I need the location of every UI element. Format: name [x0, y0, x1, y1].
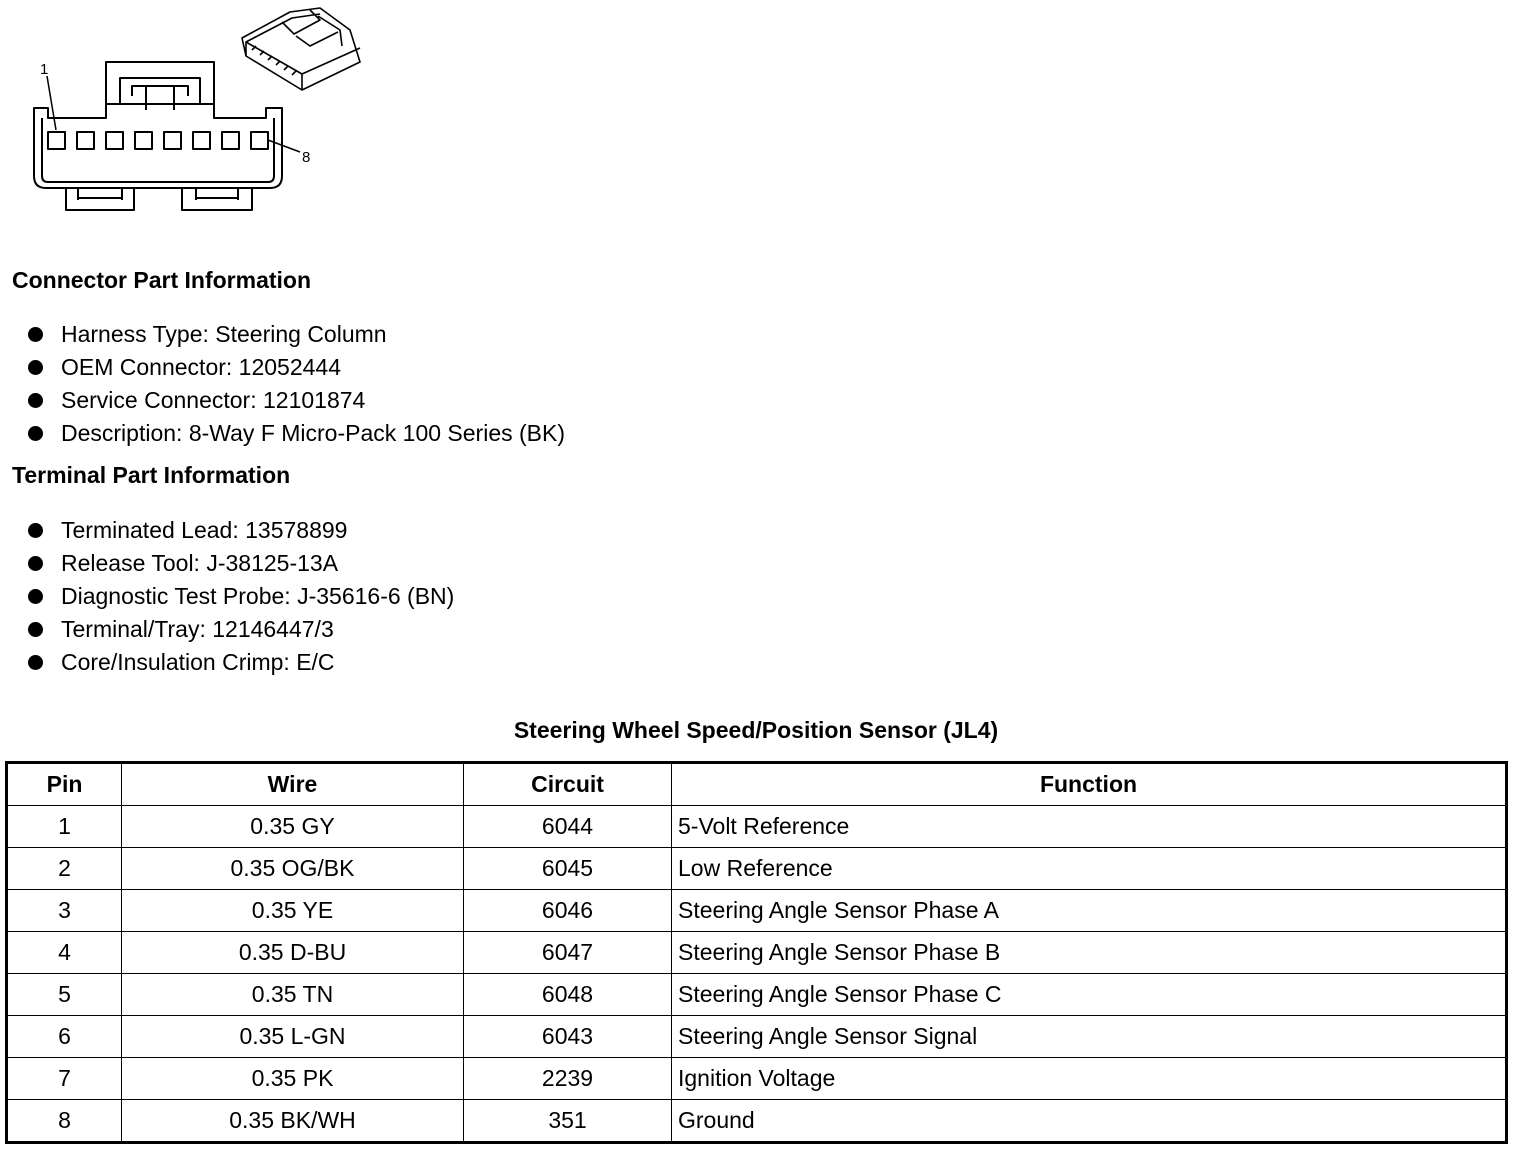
bullet-icon [28, 426, 43, 441]
table-row [7, 1016, 1507, 1058]
table-row [7, 1058, 1507, 1100]
cell-function: 5-Volt Reference [672, 806, 1507, 848]
cavity-5 [164, 132, 181, 149]
cell-wire: 0.35 L-GN [122, 1016, 464, 1058]
cell-wire: 0.35 GY [122, 806, 464, 848]
cell-pin: 5 [7, 974, 122, 1016]
list-item: Terminal/Tray: 12146447/3 [28, 613, 454, 646]
list-item: Release Tool: J-38125-13A [28, 547, 454, 580]
connector-latch [106, 62, 214, 110]
cavity-7 [222, 132, 239, 149]
table-header-row [7, 763, 1507, 806]
bullet-icon [28, 556, 43, 571]
pinout-table [5, 761, 1508, 1144]
cavity-3 [106, 132, 123, 149]
cell-pin: 1 [7, 806, 122, 848]
cell-wire: 0.35 D-BU [122, 932, 464, 974]
cell-wire: 0.35 YE [122, 890, 464, 932]
list-item: Terminated Lead: 13578899 [28, 514, 454, 547]
connector-part-info-heading: Connector Part Information [12, 267, 312, 293]
header-circuit: Circuit [464, 763, 672, 806]
table-row [7, 848, 1507, 890]
cell-wire: 0.35 PK [122, 1058, 464, 1100]
connector-part-info-list [28, 318, 565, 450]
cell-wire: 0.35 TN [122, 974, 464, 1016]
cell-wire: 0.35 BK/WH [122, 1100, 464, 1143]
cell-function: Steering Angle Sensor Phase B [672, 932, 1507, 974]
cell-pin: 4 [7, 932, 122, 974]
header-function: Function [672, 763, 1507, 806]
callout-leader-1 [47, 76, 56, 130]
connector-bottom-tabs [66, 188, 252, 210]
cavity-1 [48, 132, 65, 149]
header-wire: Wire [122, 763, 464, 806]
cell-circuit: 6043 [464, 1016, 672, 1058]
cell-circuit: 6045 [464, 848, 672, 890]
connector-body [34, 104, 282, 188]
cavity-6 [193, 132, 210, 149]
bullet-icon [28, 655, 43, 670]
cell-pin: 7 [7, 1058, 122, 1100]
cell-function: Steering Angle Sensor Phase C [672, 974, 1507, 1016]
callout-label-8: 8 [302, 149, 311, 166]
terminal-part-info-list [28, 514, 454, 679]
cell-circuit: 6047 [464, 932, 672, 974]
cell-function: Low Reference [672, 848, 1507, 890]
bullet-icon [28, 622, 43, 637]
cavity-8 [251, 132, 268, 149]
cell-pin: 6 [7, 1016, 122, 1058]
cell-circuit: 6048 [464, 974, 672, 1016]
cell-circuit: 351 [464, 1100, 672, 1143]
cell-circuit: 2239 [464, 1058, 672, 1100]
terminal-cavities [48, 132, 268, 149]
table-row [7, 806, 1507, 848]
connector-face-diagram [20, 0, 380, 220]
list-item: Harness Type: Steering Column [28, 318, 565, 351]
table-row [7, 974, 1507, 1016]
bullet-icon [28, 360, 43, 375]
connector-isometric-icon [242, 8, 360, 90]
cell-function: Ignition Voltage [672, 1058, 1507, 1100]
bullet-icon [28, 523, 43, 538]
list-item: Core/Insulation Crimp: E/C [28, 646, 454, 679]
table-row [7, 932, 1507, 974]
cell-pin: 8 [7, 1100, 122, 1143]
callout-label-1: 1 [40, 61, 49, 78]
cell-pin: 2 [7, 848, 122, 890]
list-item: OEM Connector: 12052444 [28, 351, 565, 384]
list-item: Service Connector: 12101874 [28, 384, 565, 417]
cavity-4 [135, 132, 152, 149]
callout-leader-8 [268, 140, 300, 152]
cell-wire: 0.35 OG/BK [122, 848, 464, 890]
cell-function: Ground [672, 1100, 1507, 1143]
cell-function: Steering Angle Sensor Phase A [672, 890, 1507, 932]
table-row [7, 1100, 1507, 1143]
cell-pin: 3 [7, 890, 122, 932]
header-pin: Pin [7, 763, 122, 806]
list-item: Description: 8-Way F Micro-Pack 100 Series (BK) [28, 417, 565, 450]
bullet-icon [28, 393, 43, 408]
cell-circuit: 6046 [464, 890, 672, 932]
cavity-2 [77, 132, 94, 149]
list-item: Diagnostic Test Probe: J-35616-6 (BN) [28, 580, 454, 613]
terminal-part-info-heading: Terminal Part Information [12, 462, 291, 488]
bullet-icon [28, 327, 43, 342]
table-row [7, 890, 1507, 932]
cell-circuit: 6044 [464, 806, 672, 848]
pin-table-title: Steering Wheel Speed/Position Sensor (JL4) [513, 717, 999, 743]
bullet-icon [28, 589, 43, 604]
cell-function: Steering Angle Sensor Signal [672, 1016, 1507, 1058]
